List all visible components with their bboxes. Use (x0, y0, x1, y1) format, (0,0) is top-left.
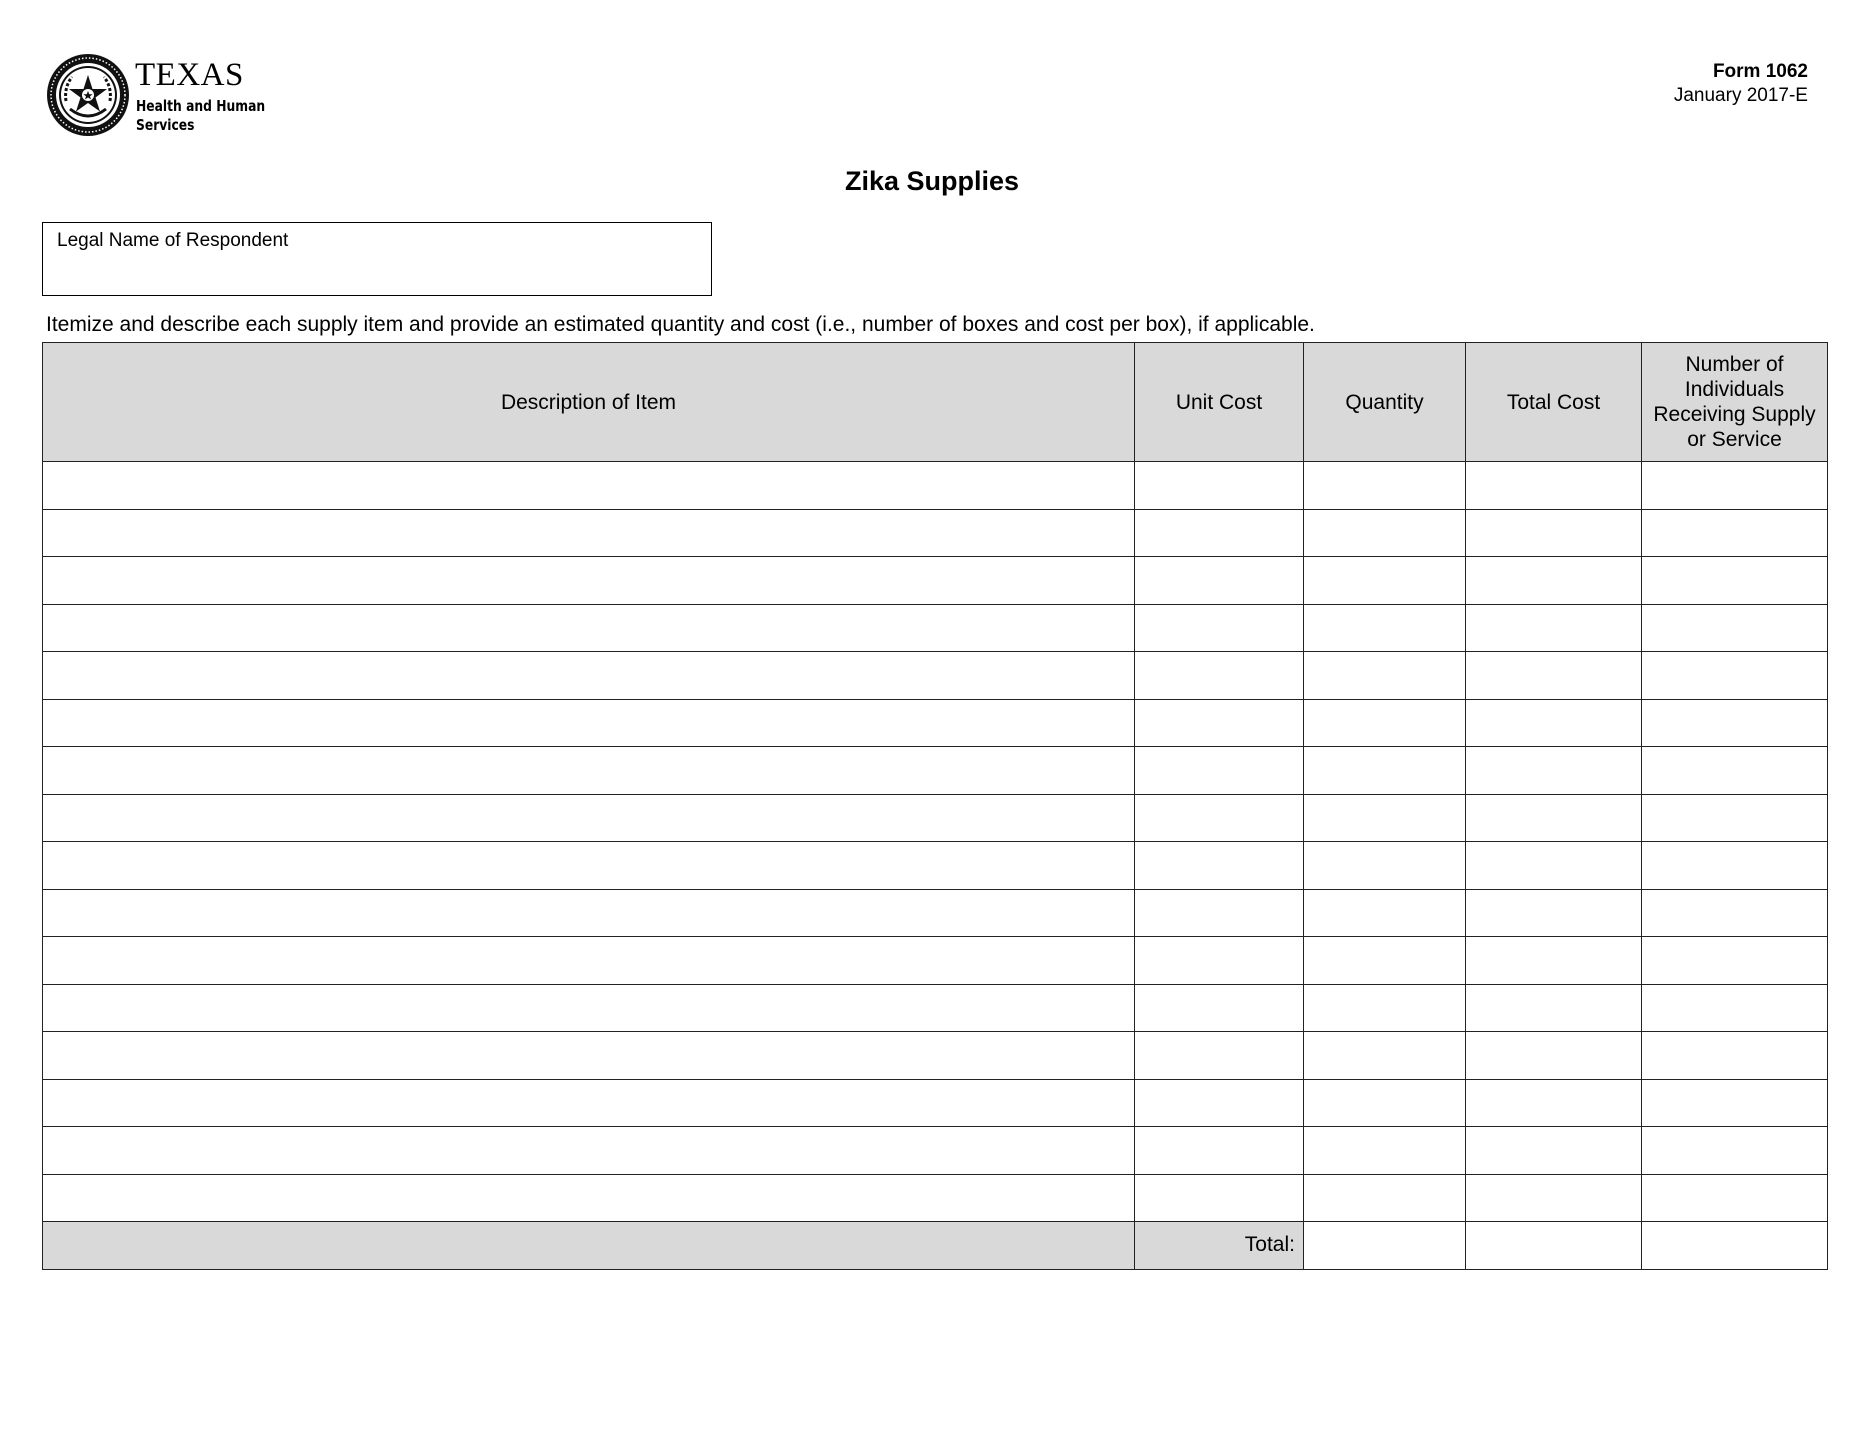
description-cell[interactable] (43, 747, 1135, 795)
individuals-cell[interactable] (1642, 794, 1828, 842)
quantity-cell[interactable] (1304, 699, 1466, 747)
description-cell[interactable] (43, 604, 1135, 652)
form-date: January 2017-E (1673, 85, 1808, 106)
logo-subtitle (136, 97, 265, 135)
total-cost-cell[interactable] (1466, 1079, 1642, 1127)
table-row (43, 699, 1828, 747)
description-cell[interactable] (43, 462, 1135, 510)
column-header-total-cost: Total Cost (1466, 343, 1642, 462)
unit-cost-cell[interactable] (1135, 604, 1304, 652)
table-row (43, 747, 1828, 795)
total-cost-cell[interactable] (1466, 1127, 1642, 1175)
unit-cost-cell[interactable] (1135, 1174, 1304, 1222)
table-row (43, 1127, 1828, 1175)
individuals-cell[interactable] (1642, 1032, 1828, 1080)
logo-subline-1: Health and Human (136, 97, 266, 115)
unit-cost-cell[interactable] (1135, 889, 1304, 937)
total-individuals-cell[interactable] (1642, 1222, 1828, 1270)
description-cell[interactable] (43, 652, 1135, 700)
texas-seal-icon (46, 53, 130, 137)
total-quantity-cell[interactable] (1304, 1222, 1466, 1270)
quantity-cell[interactable] (1304, 462, 1466, 510)
table-row (43, 889, 1828, 937)
table-row (43, 937, 1828, 985)
total-cost-cell[interactable] (1466, 509, 1642, 557)
table-row (43, 509, 1828, 557)
quantity-cell[interactable] (1304, 794, 1466, 842)
table-row (43, 1174, 1828, 1222)
individuals-cell[interactable] (1642, 1079, 1828, 1127)
individuals-cell[interactable] (1642, 604, 1828, 652)
description-cell[interactable] (43, 699, 1135, 747)
total-cost-cell[interactable] (1466, 462, 1642, 510)
instructions-text: Itemize and describe each supply item and provide an estimated quantity and cost (i.e., number of boxes and cost per box), if applicable. (46, 313, 1315, 336)
table-row (43, 557, 1828, 605)
unit-cost-cell[interactable] (1135, 984, 1304, 1032)
table-row (43, 652, 1828, 700)
description-cell[interactable] (43, 984, 1135, 1032)
individuals-cell[interactable] (1642, 889, 1828, 937)
legal-name-label: Legal Name of Respondent (57, 230, 289, 251)
unit-cost-cell[interactable] (1135, 509, 1304, 557)
legal-name-field[interactable] (42, 222, 712, 296)
table-row (43, 794, 1828, 842)
total-cost-cell[interactable] (1466, 557, 1642, 605)
total-cost-cell[interactable] (1466, 937, 1642, 985)
quantity-cell[interactable] (1304, 1127, 1466, 1175)
unit-cost-cell[interactable] (1135, 699, 1304, 747)
unit-cost-cell[interactable] (1135, 747, 1304, 795)
individuals-cell[interactable] (1642, 462, 1828, 510)
quantity-cell[interactable] (1304, 1032, 1466, 1080)
unit-cost-cell[interactable] (1135, 794, 1304, 842)
quantity-cell[interactable] (1304, 747, 1466, 795)
unit-cost-cell[interactable] (1135, 462, 1304, 510)
quantity-cell[interactable] (1304, 937, 1466, 985)
quantity-cell[interactable] (1304, 1079, 1466, 1127)
total-cost-cell[interactable] (1466, 699, 1642, 747)
column-header-quantity: Quantity (1304, 343, 1466, 462)
logo-subline-2: Services (136, 116, 195, 134)
logo-texas-text: TEXAS (135, 57, 244, 93)
hhs-logo (46, 53, 286, 141)
totals-row (43, 1222, 1828, 1270)
individuals-cell[interactable] (1642, 509, 1828, 557)
table-row (43, 1079, 1828, 1127)
totals-spacer-cell (43, 1222, 1135, 1270)
quantity-cell[interactable] (1304, 842, 1466, 890)
total-cost-cell[interactable] (1466, 652, 1642, 700)
description-cell[interactable] (43, 842, 1135, 890)
page-title: Zika Supplies (844, 166, 1020, 196)
unit-cost-cell[interactable] (1135, 842, 1304, 890)
individuals-cell[interactable] (1642, 699, 1828, 747)
unit-cost-cell[interactable] (1135, 1079, 1304, 1127)
form-id-block (1674, 60, 1808, 108)
supplies-table (42, 342, 1828, 1270)
description-cell[interactable] (43, 794, 1135, 842)
table-row (43, 462, 1828, 510)
total-cost-cell[interactable] (1466, 984, 1642, 1032)
description-cell[interactable] (43, 1032, 1135, 1080)
unit-cost-cell[interactable] (1135, 557, 1304, 605)
quantity-cell[interactable] (1304, 509, 1466, 557)
individuals-cell[interactable] (1642, 557, 1828, 605)
quantity-cell[interactable] (1304, 1174, 1466, 1222)
quantity-cell[interactable] (1304, 604, 1466, 652)
description-cell[interactable] (43, 1079, 1135, 1127)
column-header-unit-cost: Unit Cost (1135, 343, 1304, 462)
unit-cost-cell[interactable] (1135, 1127, 1304, 1175)
total-cost-cell[interactable] (1466, 1222, 1642, 1270)
description-cell[interactable] (43, 509, 1135, 557)
table-row (43, 1032, 1828, 1080)
table-header-row (43, 343, 1828, 462)
quantity-cell[interactable] (1304, 984, 1466, 1032)
quantity-cell[interactable] (1304, 557, 1466, 605)
total-cost-cell[interactable] (1466, 889, 1642, 937)
unit-cost-cell[interactable] (1135, 937, 1304, 985)
table-row (43, 842, 1828, 890)
total-cost-cell[interactable] (1466, 794, 1642, 842)
total-cost-cell[interactable] (1466, 1174, 1642, 1222)
total-label: Total: (1135, 1222, 1304, 1270)
column-header-description: Description of Item (43, 343, 1135, 462)
table-row (43, 984, 1828, 1032)
individuals-cell[interactable] (1642, 937, 1828, 985)
individuals-cell[interactable] (1642, 652, 1828, 700)
unit-cost-cell[interactable] (1135, 652, 1304, 700)
description-cell[interactable] (43, 1174, 1135, 1222)
quantity-cell[interactable] (1304, 889, 1466, 937)
description-cell[interactable] (43, 937, 1135, 985)
column-header-individuals: Number of Individuals Receiving Supply or Service (1642, 343, 1828, 462)
individuals-cell[interactable] (1642, 984, 1828, 1032)
total-cost-cell[interactable] (1466, 747, 1642, 795)
total-cost-cell[interactable] (1466, 604, 1642, 652)
table-row (43, 604, 1828, 652)
individuals-cell[interactable] (1642, 1174, 1828, 1222)
description-cell[interactable] (43, 889, 1135, 937)
description-cell[interactable] (43, 557, 1135, 605)
total-cost-cell[interactable] (1466, 842, 1642, 890)
individuals-cell[interactable] (1642, 1127, 1828, 1175)
individuals-cell[interactable] (1642, 842, 1828, 890)
description-cell[interactable] (43, 1127, 1135, 1175)
individuals-cell[interactable] (1642, 747, 1828, 795)
unit-cost-cell[interactable] (1135, 1032, 1304, 1080)
quantity-cell[interactable] (1304, 652, 1466, 700)
form-number: Form 1062 (1712, 61, 1808, 82)
total-cost-cell[interactable] (1466, 1032, 1642, 1080)
